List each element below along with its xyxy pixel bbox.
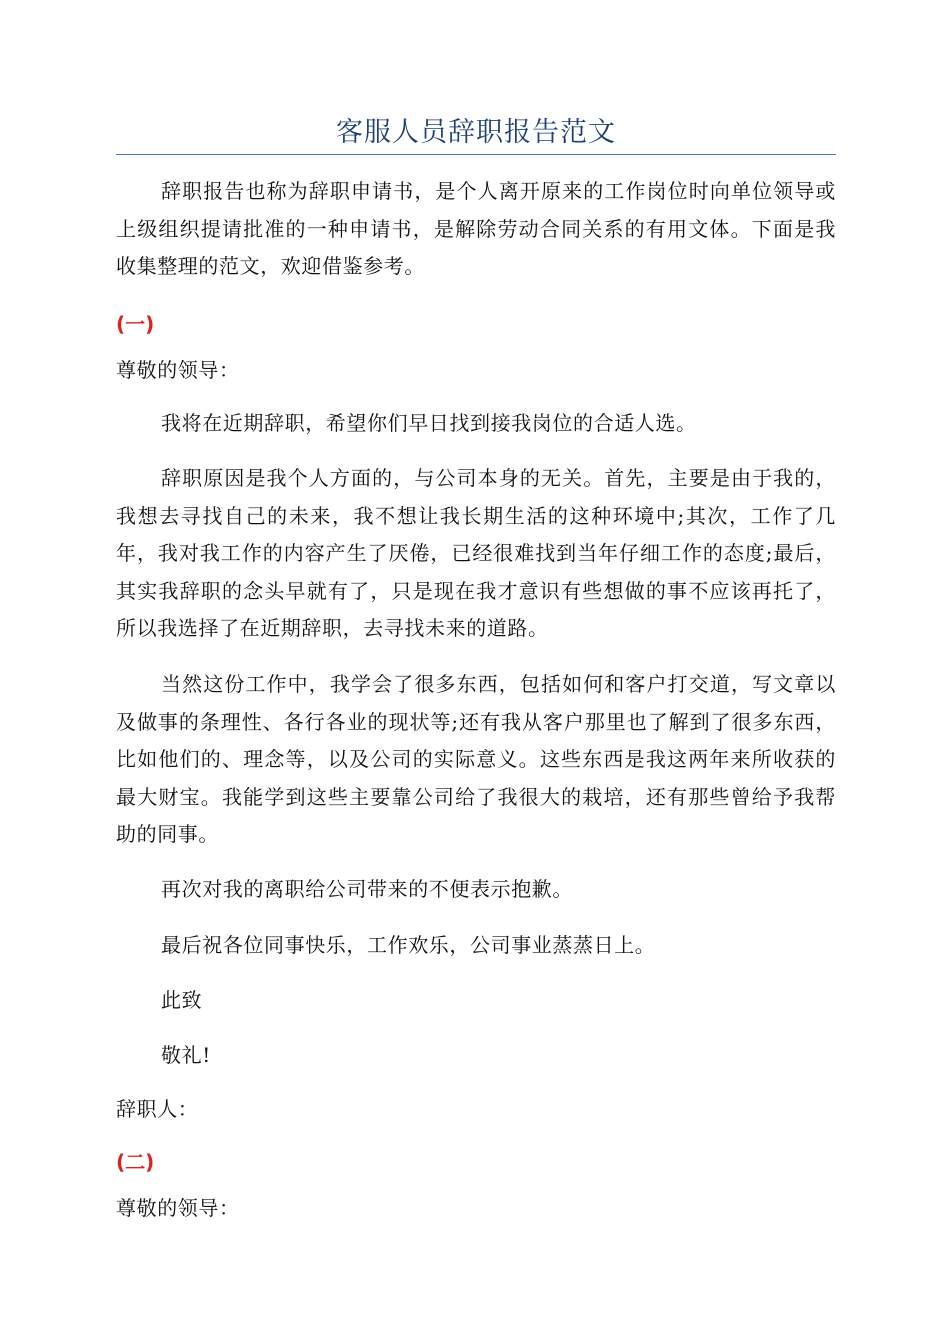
body-paragraph-5: 最后祝各位同事快乐，工作欢乐，公司事业蒸蒸日上。 [161, 933, 656, 957]
body-paragraph-4: 再次对我的离职给公司带来的不便表示抱歉。 [161, 877, 573, 901]
section-heading-1: (一) [116, 312, 155, 336]
body-paragraph-3: 当然这份工作中，我学会了很多东西，包括如何和客户打交道，写文章以及做事的条理性、各行各业的现状等;还有我从客户那里也了解到了很多东西，比如他们的、理念等，以及公司的实际意义。这些东西是我这两年来所收获的最大财宝。我能学到这些主要靠公司给了我很大的栽培，还有那些曾给予我帮助的同事。 [116, 672, 836, 846]
closing-line-1: 此致 [161, 988, 203, 1012]
signature-line: 辞职人： [116, 1097, 199, 1121]
body-paragraph-2: 辞职原因是我个人方面的，与公司本身的无关。首先，主要是由于我的，我想去寻找自己的未来，我不想让我长期生活的这种环境中;其次，工作了几年，我对我工作的内容产生了厌倦，已经很难找到当年仔细工作的态度;最后，其实我辞职的念头早就有了，只是现在我才意识有些想做的事不应该再托了，所以我选择了在近期辞职，去寻找未来的道路。 [116, 466, 836, 640]
intro-paragraph: 辞职报告也称为辞职申请书，是个人离开原来的工作岗位时向单位领导或上级组织提请批准的一种申请书，是解除劳动合同关系的有用文体。下面是我收集整理的范文，欢迎借鉴参考。 [116, 179, 836, 278]
section-heading-2: (二) [116, 1150, 155, 1174]
closing-line-2: 敬礼! [161, 1043, 211, 1067]
title-underline [116, 154, 836, 155]
document-title: 客服人员辞职报告范文 [336, 117, 616, 148]
salutation-1: 尊敬的领导： [116, 358, 240, 382]
body-paragraph-1: 我将在近期辞职，希望你们早日找到接我岗位的合适人选。 [161, 411, 697, 435]
salutation-2: 尊敬的领导： [116, 1196, 240, 1220]
